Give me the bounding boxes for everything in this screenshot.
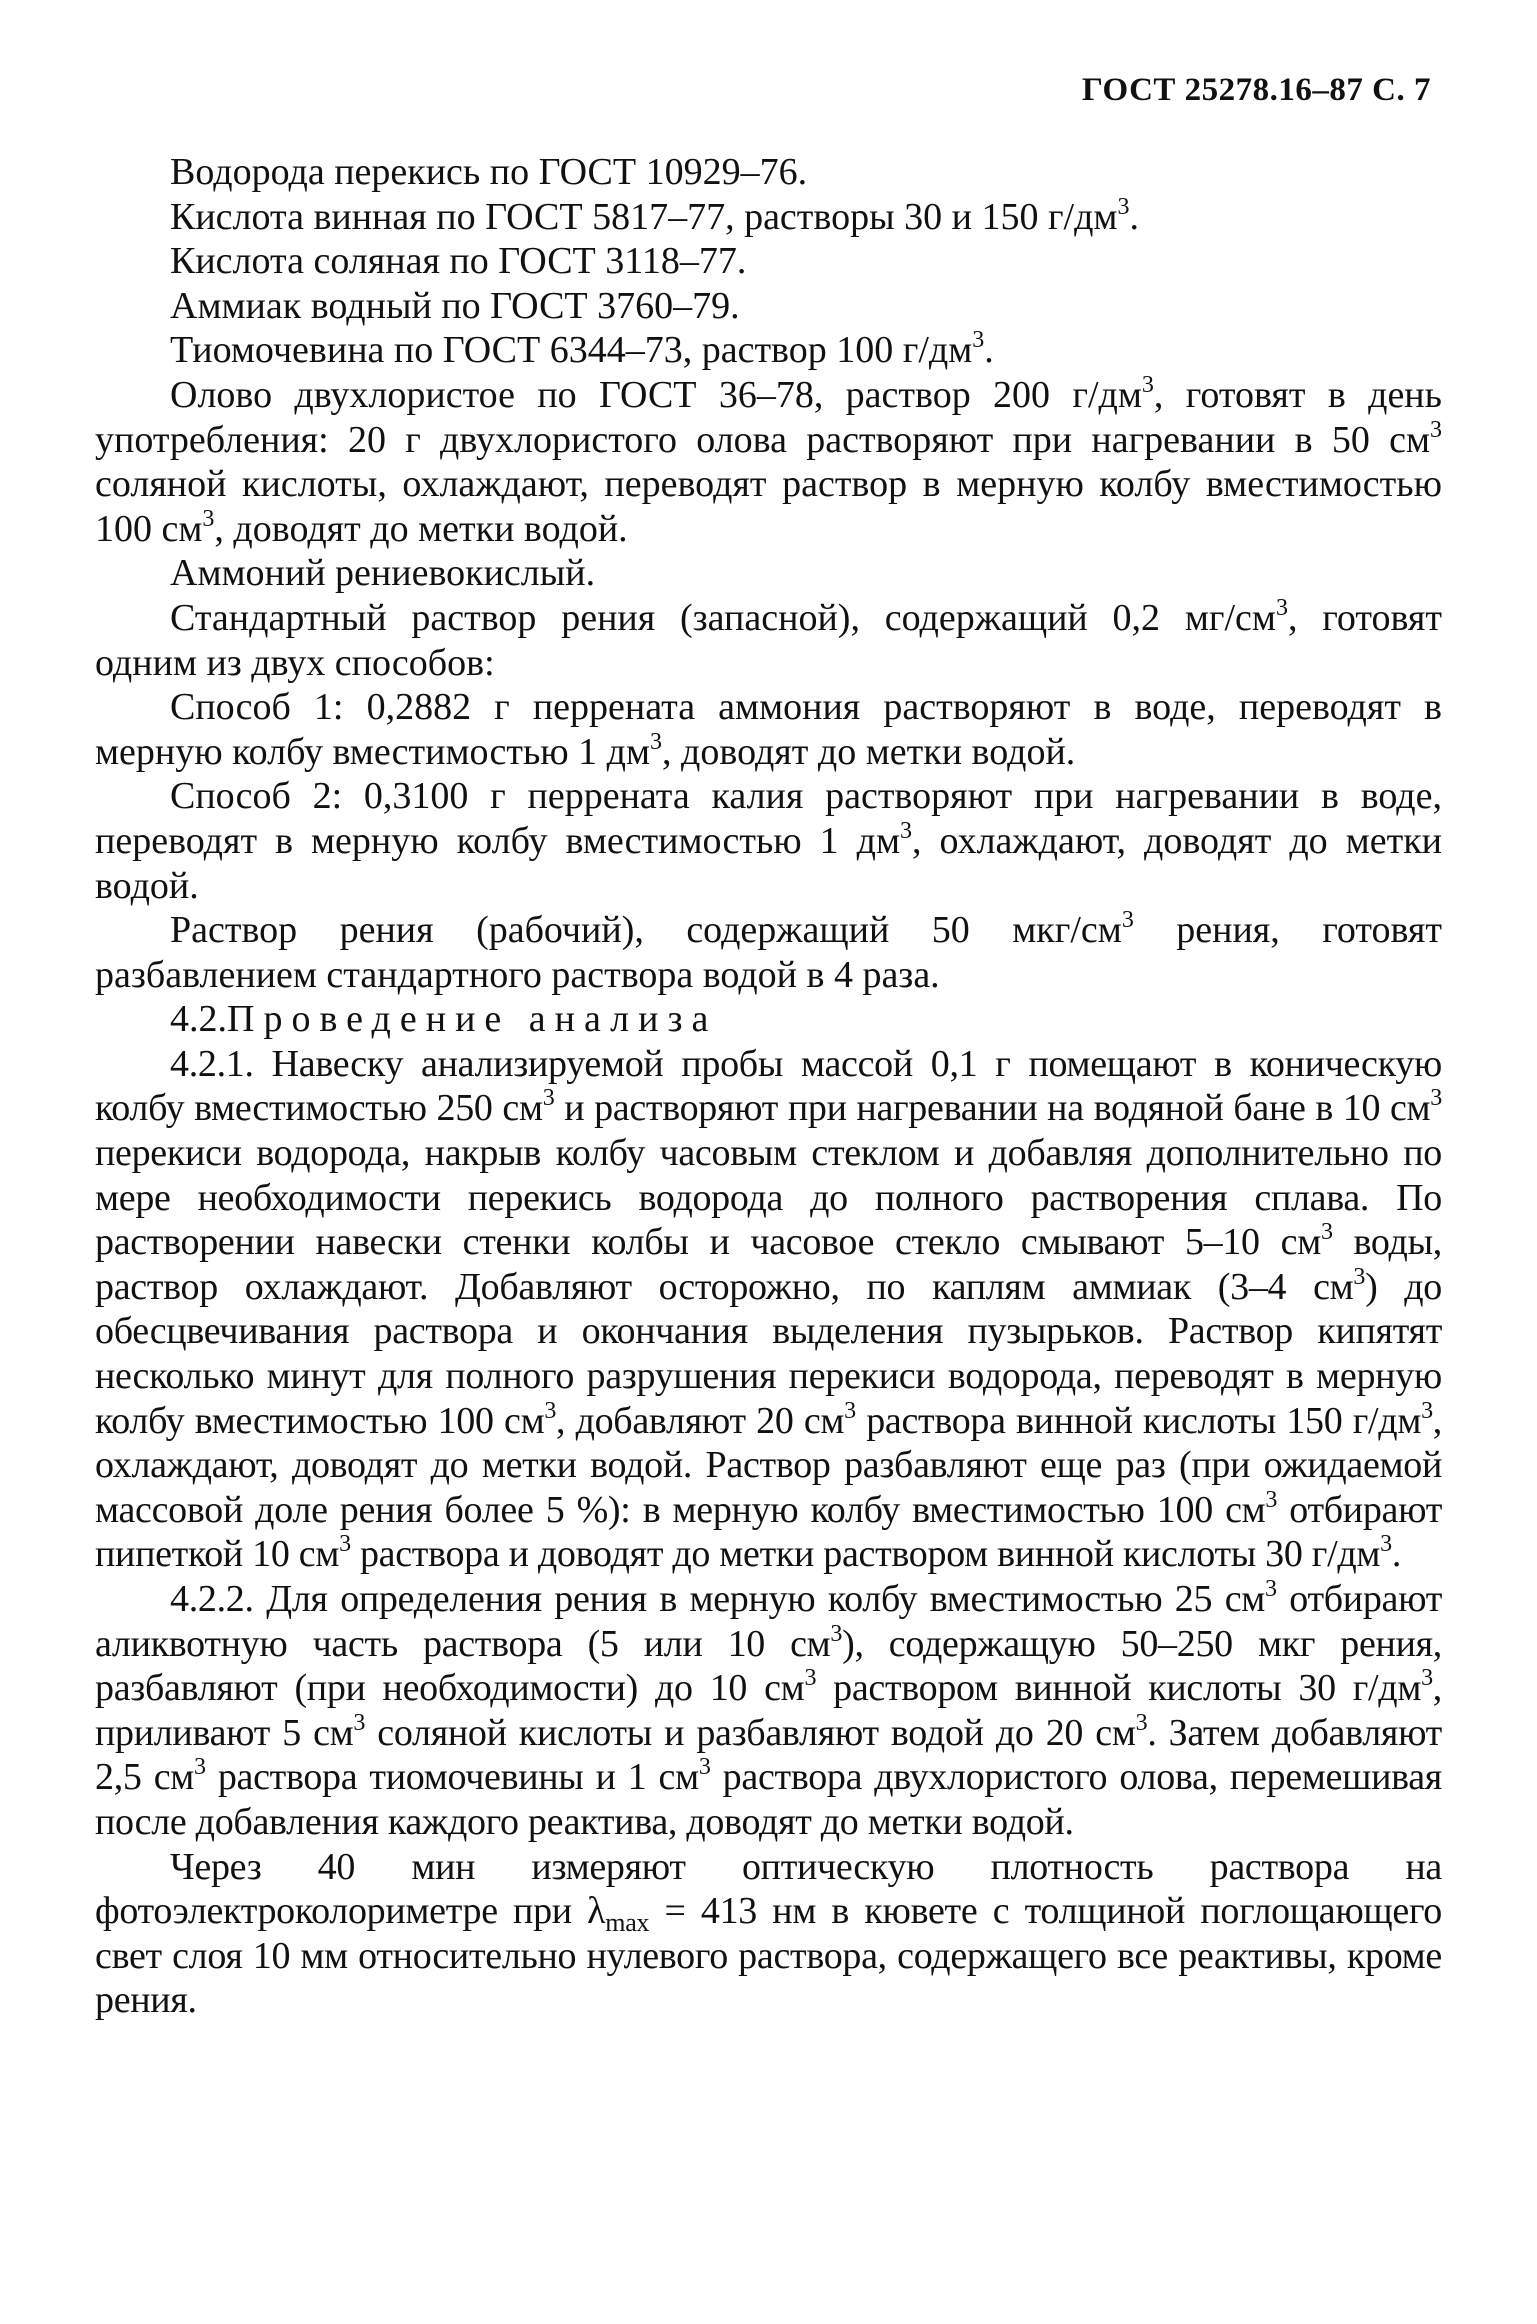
- text-segment: , доводят до метки водой.: [662, 730, 1076, 773]
- superscript: 3: [844, 1397, 856, 1424]
- text-segment: отбирают пипеткой 10 см: [95, 1488, 1443, 1576]
- paragraph-4-2-2: [95, 1577, 1442, 1845]
- stock-method-2: [95, 774, 1442, 908]
- text-segment: , охлаждают, доводят до метки водой.: [95, 819, 1443, 907]
- reagent-tin-chloride: [95, 373, 1442, 551]
- section-heading: [95, 997, 1442, 1042]
- superscript: 3: [1380, 1531, 1392, 1558]
- stock-method-1: [95, 685, 1442, 774]
- section-number: 4.2.: [170, 998, 227, 1041]
- text-segment: , готовят в день употребления: 20 г двухлористого олова растворяют при нагревании в 50 см: [95, 373, 1442, 461]
- stock-solution: [95, 596, 1442, 685]
- text-segment: 4.2.2. Для определения рения в мерную колбу вместимостью 25 см: [170, 1578, 1266, 1620]
- superscript: 3: [1421, 1665, 1433, 1692]
- superscript: 3: [830, 1620, 843, 1647]
- reagent-hydrogen-peroxide: [95, 150, 1442, 195]
- text-segment: Водорода перекись по ГОСТ 10929–76.: [170, 151, 808, 193]
- paragraph-4-2-1: [95, 1042, 1442, 1577]
- superscript: 3: [339, 1531, 351, 1558]
- text-segment: соляной кислоты и разбавляют водой до 20 см: [365, 1711, 1136, 1754]
- text-segment: Олово двухлористое по ГОСТ 36–78, раствор 200 г/дм: [170, 373, 1142, 416]
- text-segment: и растворяют при нагревании на водяной бане в 10 см: [554, 1087, 1431, 1130]
- text-segment: Кислота соляная по ГОСТ 3118–77.: [170, 240, 747, 283]
- superscript: 3: [1430, 416, 1442, 443]
- text-segment: раствора винной кислоты 150 г/дм: [855, 1399, 1422, 1442]
- text-segment: Стандартный раствор рения (запасной), содержащий 0,2 мг/см: [170, 596, 1276, 639]
- superscript: 3: [1320, 1219, 1333, 1246]
- text-segment: .: [1129, 195, 1139, 238]
- text-segment: , добавляют 20 см: [556, 1399, 845, 1442]
- superscript: 3: [194, 1754, 206, 1781]
- superscript: 3: [972, 327, 985, 354]
- text-segment: ) до обесцвечивания раствора и окончания выделения пузырьков. Раствор кипятят несколько минут для полного разрушения перекиси водорода, переводят в мерную колбу вместимостью 100 см: [95, 1265, 1442, 1442]
- text-segment: 4.2.1. Навеску анализируемой пробы массой 0,1 г помещают в коническую колбу вместимостью 250 см: [95, 1042, 1442, 1130]
- text-segment: раствора и доводят до метки раствором винной кислоты 30 г/дм: [350, 1533, 1381, 1576]
- text-segment: Аммоний рениевокислый.: [170, 552, 596, 595]
- text-segment: Аммиак водный по ГОСТ 3760–79.: [170, 284, 740, 327]
- text-segment: , охлаждают, доводят до метки водой. Раствор разбавляют еще раз (при ожидаемой массовой доле рения более 5 %): в мерную колбу вместимостью 100 см: [95, 1399, 1442, 1531]
- superscript: 3: [650, 728, 663, 755]
- paragraph-measurement: [95, 1845, 1442, 2023]
- superscript: 3: [1265, 1576, 1277, 1602]
- superscript: 3: [1135, 1709, 1148, 1736]
- section-title: Проведение анализа: [227, 998, 718, 1041]
- text-segment: .: [1391, 1533, 1402, 1576]
- reagent-tartaric-acid: [95, 195, 1442, 240]
- text-segment: раствора двухлористого олова, перемешивая после добавления каждого реактива, доводят до метки водой.: [95, 1756, 1442, 1843]
- text-segment: перекиси водорода, накрыв колбу часовым стеклом и добавляя дополнительно по мере необходимости перекись водорода до полного растворения сплава. По растворении навески стенки колбы и часовое стекло смывают 5–10 см: [95, 1132, 1442, 1264]
- text-segment: Способ 2: 0,3100 г перрената калия растворяют при нагревании в воде, переводят в мерную колбу вместимостью 1 дм: [95, 775, 1442, 862]
- text-segment: раствора тиомочевины и 1 см: [205, 1756, 699, 1799]
- text-segment: рения, готовят разбавлением стандартного раствора водой в 4 раза.: [95, 909, 1442, 996]
- text-segment: , доводят до метки водой.: [214, 507, 628, 550]
- text-segment: воды, раствор охлаждают. Добавляют осторожно, по каплям аммиак (3–4 см: [95, 1221, 1442, 1308]
- superscript: 3: [1141, 371, 1154, 398]
- page-header: ГОСТ 25278.16–87 С. 7: [1081, 72, 1431, 108]
- text-segment: Способ 1: 0,2882 г перрената аммония растворяют в воде, переводят в мерную колбу вместимостью 1 дм: [95, 686, 1442, 773]
- text-segment: Раствор рения (рабочий), содержащий 50 мкг/см: [170, 909, 1122, 952]
- reagent-ammonium-perrhenate: [95, 551, 1442, 596]
- text-segment: = 413 нм в кювете с толщиной поглощающего свет слоя 10 мм относительно нулевого раствора, содержащего все реактивы, кроме рения.: [95, 1890, 1442, 2022]
- text-segment: .: [984, 329, 994, 372]
- superscript: 3: [804, 1665, 817, 1692]
- superscript: 3: [202, 505, 215, 532]
- superscript: 3: [1121, 907, 1134, 934]
- text-segment: соляной кислоты, охлаждают, переводят раствор в мерную колбу вместимостью 100 см: [95, 463, 1442, 550]
- superscript: 3: [1265, 1486, 1278, 1513]
- superscript: 3: [353, 1709, 366, 1736]
- text-segment: Тиомочевина по ГОСТ 6344–73, раствор 100 г/дм: [170, 329, 973, 372]
- text-segment: , готовят одним из двух способов:: [95, 596, 1442, 684]
- superscript: 3: [1421, 1397, 1433, 1424]
- superscript: 3: [900, 817, 913, 844]
- working-solution: [95, 908, 1442, 997]
- reagent-hydrochloric-acid: [95, 239, 1442, 284]
- text-segment: . Затем добавляют 2,5 см: [95, 1711, 1442, 1799]
- text-segment: Кислота винная по ГОСТ 5817–77, растворы 30 и 150 г/дм: [170, 195, 1118, 238]
- superscript: 3: [1430, 1085, 1442, 1112]
- text-segment: ), содержащую 50–250 мкг рения, разбавляют (при необходимости) до 10 см: [95, 1622, 1442, 1710]
- reagent-ammonia: [95, 284, 1442, 329]
- superscript: 3: [544, 1397, 557, 1424]
- text-segment: отбирают аликвотную часть раствора (5 или 10 см: [95, 1578, 1443, 1665]
- document-body: [95, 150, 1442, 2023]
- subscript: max: [605, 1908, 650, 1938]
- superscript: 3: [698, 1754, 711, 1781]
- superscript: 3: [542, 1085, 555, 1112]
- text-segment: раствором винной кислоты 30 г/дм: [816, 1667, 1422, 1710]
- superscript: 3: [1353, 1263, 1366, 1290]
- reagent-thiourea: [95, 328, 1442, 373]
- text-segment: Через 40 мин измеряют оптическую плотность раствора на фотоэлектроколориметре при λ: [95, 1845, 1442, 1933]
- superscript: 3: [1275, 594, 1288, 621]
- superscript: 3: [1117, 193, 1130, 220]
- text-segment: , приливают 5 см: [95, 1667, 1442, 1754]
